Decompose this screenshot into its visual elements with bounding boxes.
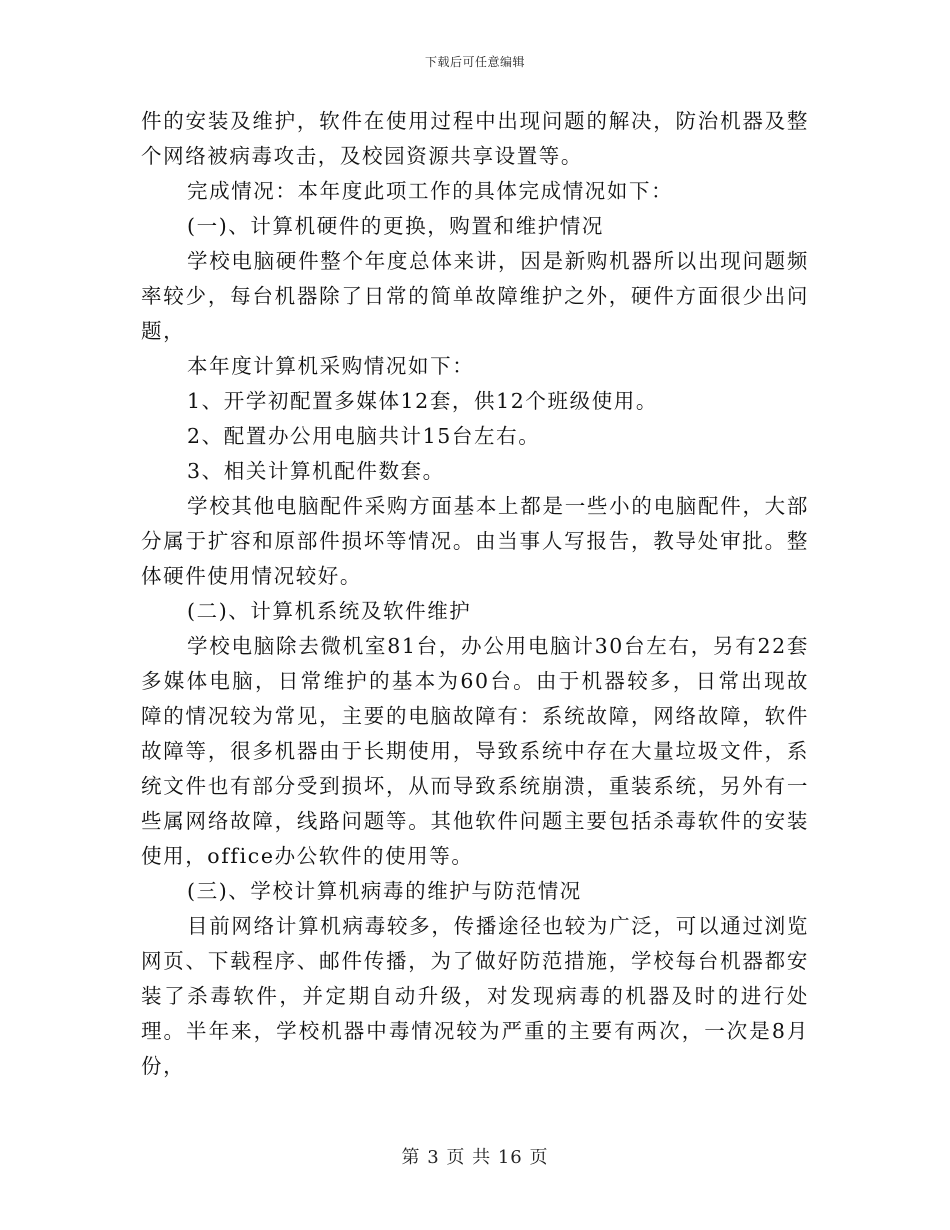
- paragraph-4: 本年度计算机采购情况如下：: [187, 354, 475, 378]
- list-item-1: 1、开学初配置多媒体12套，供12个班级使用。: [187, 389, 659, 413]
- paragraph-3: 学校电脑硬件整个年度总体来讲，因是新购机器所以出现问题频率较少，每台机器除了日常的简单故障维护之外，硬件方面很少出问题，: [141, 249, 809, 343]
- list-item-3: 3、相关计算机配件数套。: [187, 459, 445, 483]
- section-heading-3: (三)、学校计算机病毒的维护与防范情况: [187, 879, 582, 903]
- document-body: [141, 104, 809, 1084]
- paragraph-5: 学校其他电脑配件采购方面基本上都是一些小的电脑配件，大部分属于扩容和原部件损坏等情况。由当事人写报告，教导处审批。整体硬件使用情况较好。: [141, 494, 809, 588]
- section-heading-1: (一)、计算机硬件的更换，购置和维护情况: [187, 214, 604, 238]
- paragraph-7: 目前网络计算机病毒较多，传播途径也较为广泛，可以通过浏览网页、下载程序、邮件传播，为了做好防范措施，学校每台机器都安装了杀毒软件，并定期自动升级，对发现病毒的机器及时的进行处理。半年来，学校机器中毒情况较为严重的主要有两次，一次是8月份，: [141, 914, 809, 1078]
- section-heading-2: (二)、计算机系统及软件维护: [187, 599, 472, 623]
- paragraph-1: 件的安装及维护，软件在使用过程中出现问题的解决，防治机器及整个网络被病毒攻击，及校园资源共享设置等。: [141, 109, 809, 168]
- list-item-2: 2、配置办公用电脑共计15台左右。: [187, 424, 541, 448]
- page-header: 下载后可任意编辑: [424, 55, 525, 69]
- paragraph-6: 学校电脑除去微机室81台，办公用电脑计30台左右，另有22套多媒体电脑，日常维护的基本为60台。由于机器较多，日常出现故障的情况较为常见，主要的电脑故障有：系统故障，网络故障，软件故障等，很多机器由于长期使用，导致系统中存在大量垃圾文件，系统文件也有部分受到损坏，从而导致系统崩溃，重装系统，另外有一些属网络故障，线路问题等。其他软件问题主要包括杀毒软件的安装使用，office办公软件的使用等。: [141, 634, 809, 868]
- paragraph-2: 完成情况：本年度此项工作的具体完成情况如下：: [187, 179, 674, 203]
- page-footer: 第 3 页 共 16 页: [401, 1147, 549, 1168]
